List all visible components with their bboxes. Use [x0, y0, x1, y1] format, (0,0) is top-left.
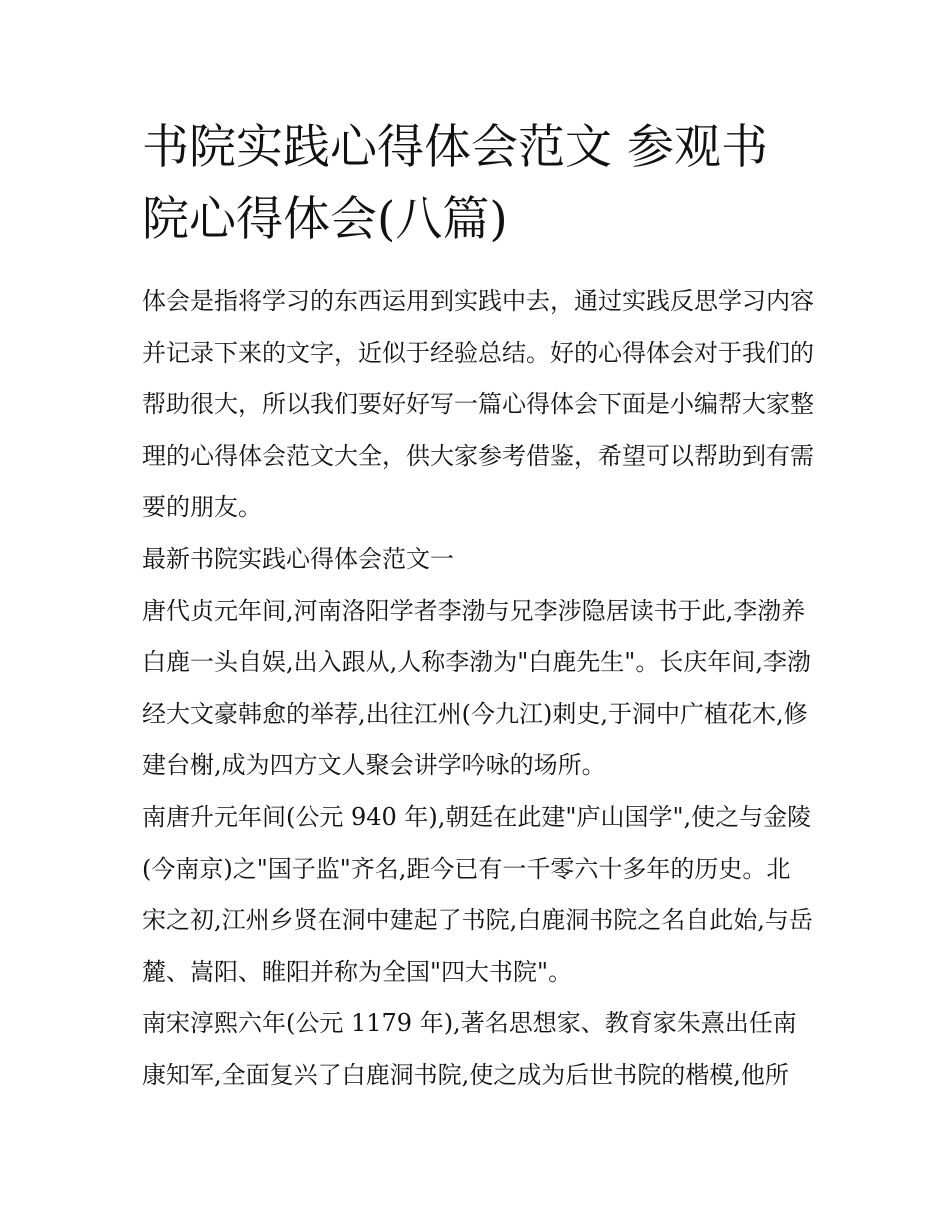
intro-paragraph: 体会是指将学习的东西运用到实践中去，通过实践反思学习内容并记录下来的文字，近似于经验总结。好的心得体会对于我们的帮助很大，所以我们要好好写一篇心得体会下面是小编帮大家整理的心得体会范文大全，供大家参考借鉴，希望可以帮助到有需要的朋友。: [142, 287, 814, 522]
section-heading: 最新书院实践心得体会范文一: [142, 544, 454, 573]
body-paragraph: 南宋淳熙六年(公元 1179 年),著名思想家、教育家朱熹出任南康知军,全面复兴了白鹿洞书院,使之成为后世书院的楷模,他所: [142, 1009, 797, 1089]
document-page: [142, 112, 814, 1102]
body-paragraph: 唐代贞元年间,河南洛阳学者李渤与兄李涉隐居读书于此,李渤养白鹿一头自娱,出入跟从,人称李渤为"白鹿先生"。长庆年间,李渤经大文豪韩愈的举荐,出往江州(今九江)刺史,于洞中广植花木,修建台榭,成为四方文人聚会讲学吟咏的场所。: [142, 596, 811, 780]
document-title: 书院实践心得体会范文 参观书院心得体会(八篇): [142, 120, 768, 247]
body-paragraph: 南唐升元年间(公元 940 年),朝廷在此建"庐山国学",使之与金陵(今南京)之"国子监"齐名,距今已有一千零六十多年的历史。北宋之初,江州乡贤在洞中建起了书院,白鹿洞书院之名自此始,与岳麓、嵩阳、睢阳并称为全国"四大书院"。: [142, 802, 813, 986]
